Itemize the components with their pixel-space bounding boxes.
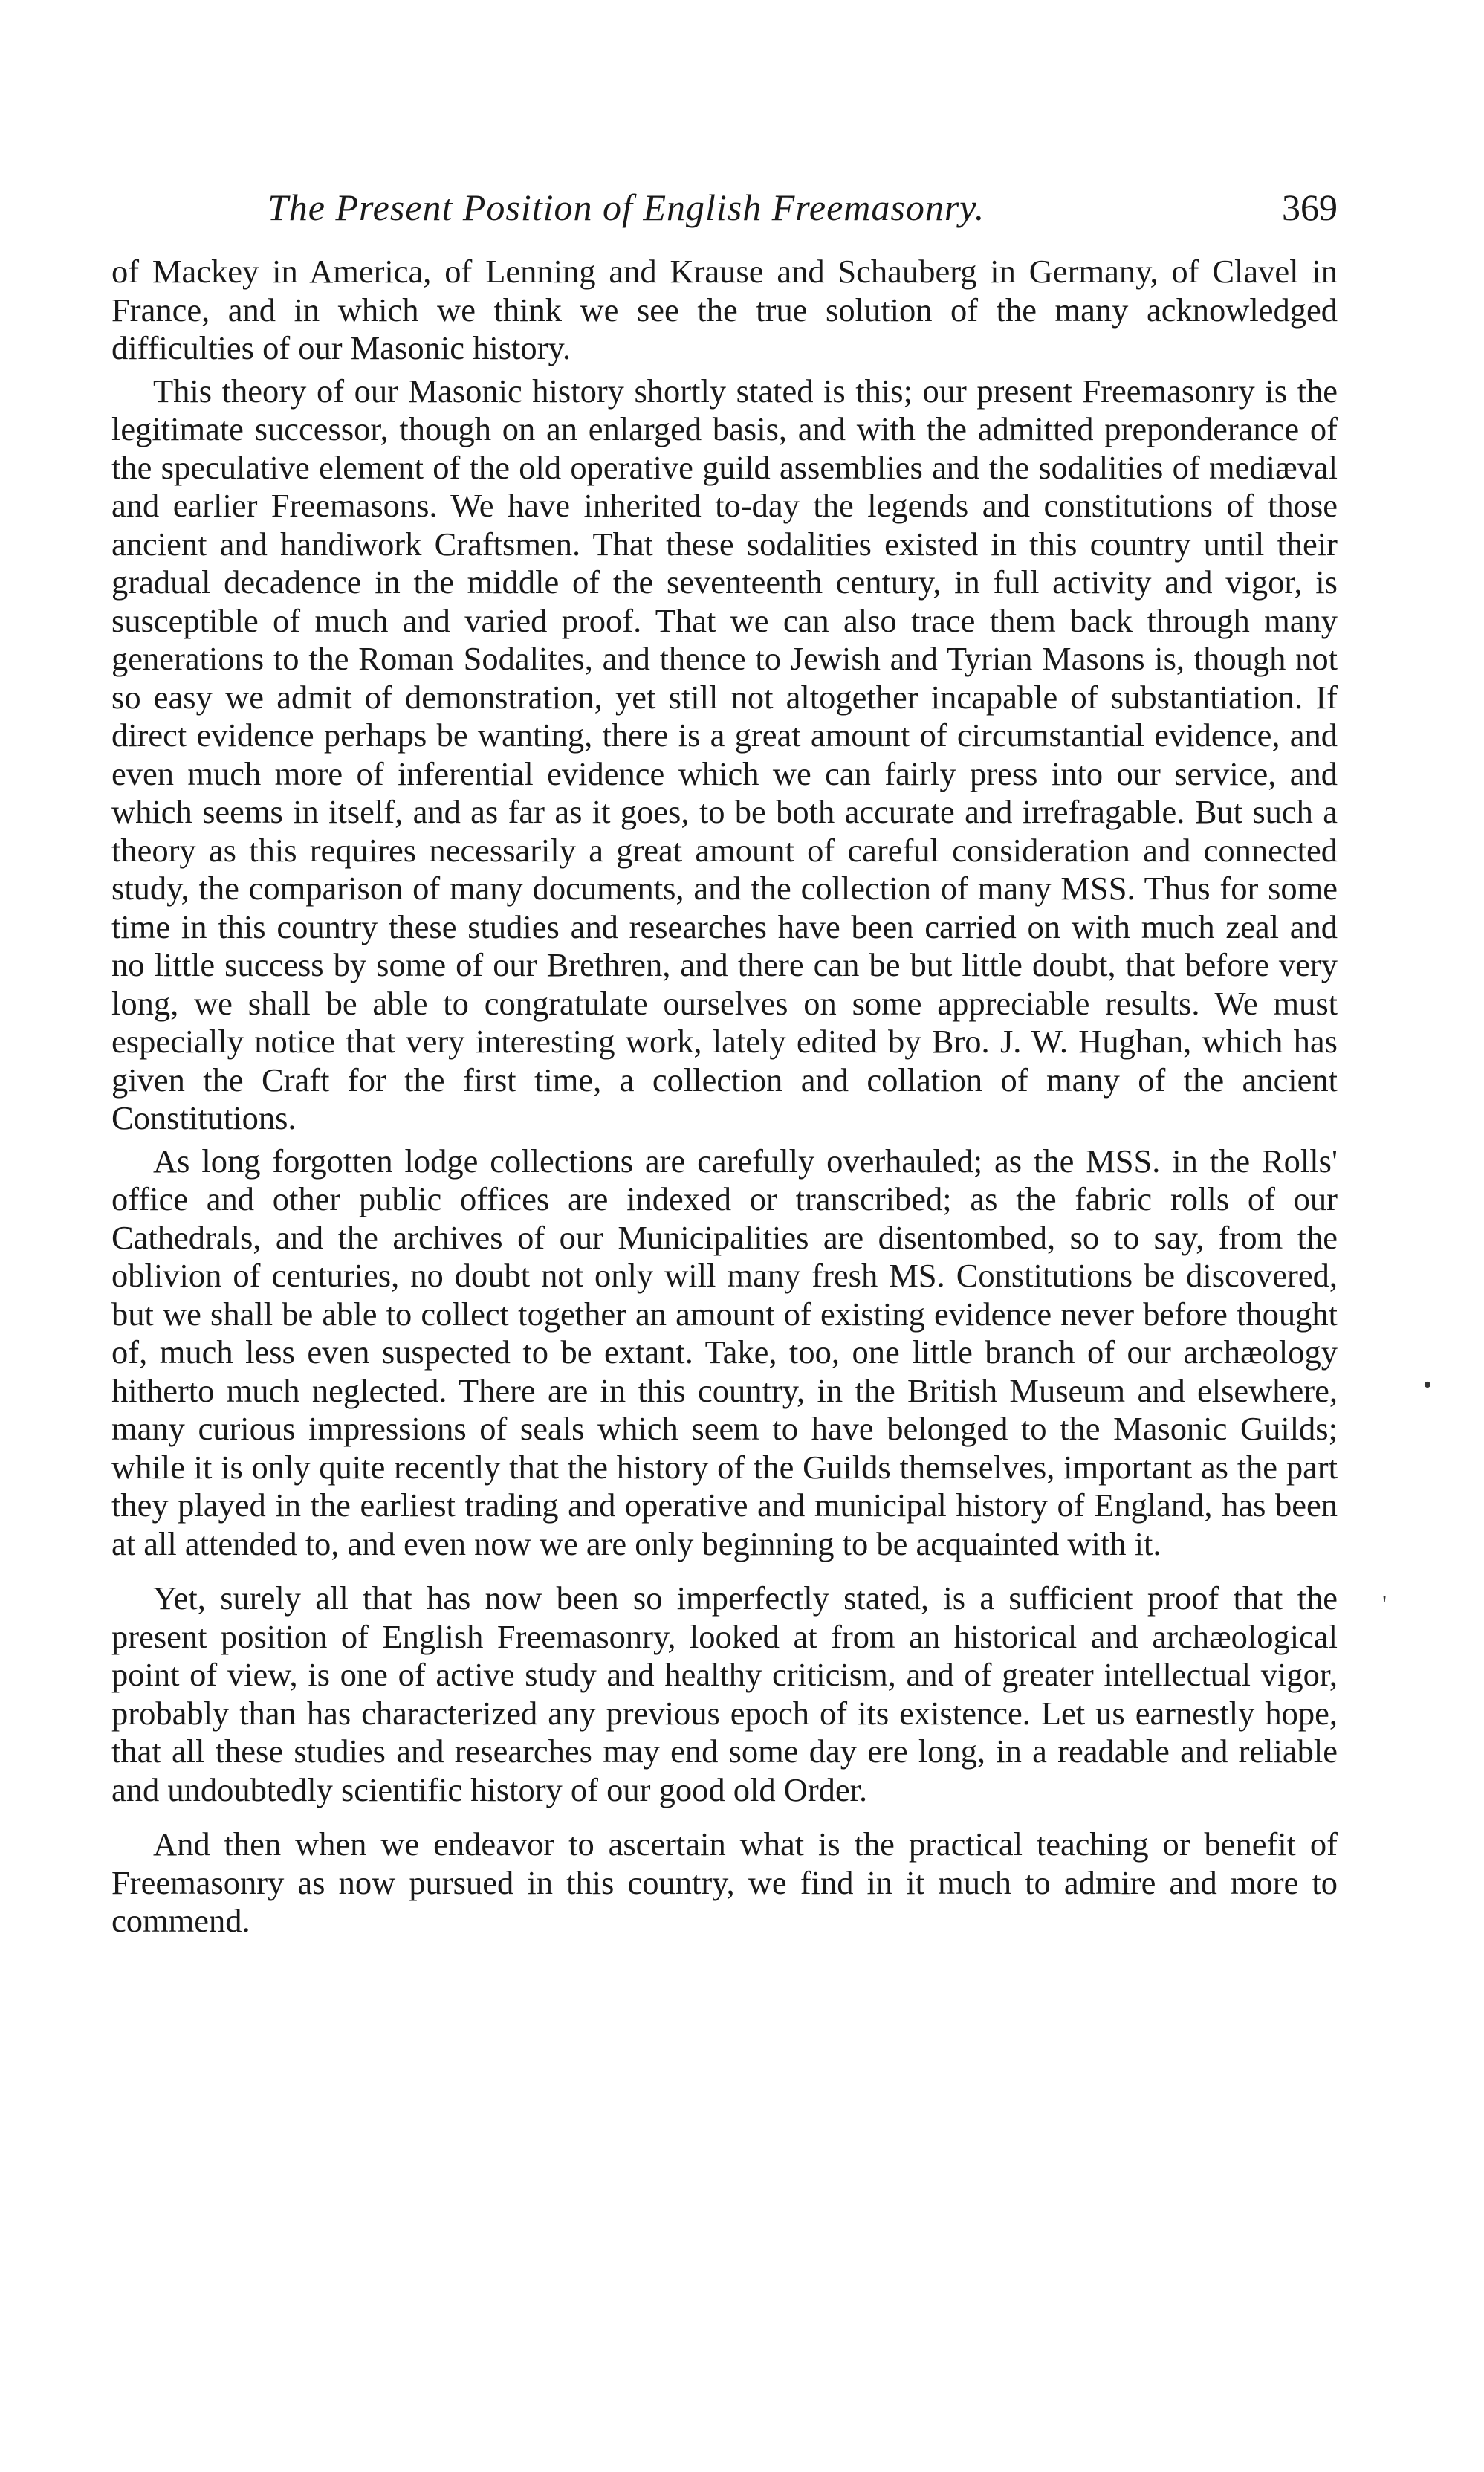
page-number: 369 [1282, 187, 1338, 228]
body-text [111, 253, 1338, 1941]
paragraph-2: This theory of our Masonic history shortly stated is this; our present Freemasonry is the legitimate successor, though on an enlarged basis, and with the admitted preponderance of the speculative element of the old operative guild assemblies and the sodalities of mediæval and earlier Freemasons. We have inherited to-day the legends and constitutions of those ancient and handiwork Craftsmen. That these sodalities existed in this country until their gradual decadence in the middle of the seventeenth century, in full activity and vigor, is susceptible of much and varied proof. That we can also trace them back through many generations to the Roman Sodalites, and thence to Jewish and Tyrian Masons is, though not so easy we admit of demonstration, yet still not altogether incapable of substantiation. If direct evidence perhaps be wanting, there is a great amount of circumstantial evidence, and even much more of inferential evidence which we can fairly press into our service, and which seems in itself, and as far as it goes, to be both accurate and irrefragable. But such a theory as this requires necessarily a great amount of careful consideration and connected study, the comparison of many documents, and the collection of many MSS. Thus for some time in this country these studies and researches have been carried on with much zeal and no little success by some of our Brethren, and there can be but little doubt, that before very long, we shall be able to congratulate ourselves on some appreciable results. We must especially notice that very interesting work, lately edited by Bro. J. W. Hughan, which has given the Craft for the first time, a collection and collation of many of the ancient Constitutions. [111, 372, 1338, 1136]
paragraph-4: Yet, surely all that has now been so imperfectly stated, is a sufficient proof that the present position of English Freemasonry, looked at from an historical and archæological point of view, is one of active study and healthy criticism, and of greater intellectual vigor, probably than has characterized any previous epoch of its existence. Let us earnestly hope, that all these studies and researches may end some day ere long, in a readable and reliable and undoubtedly scientific history of our good old Order. [111, 1579, 1338, 1808]
margin-dot-mark: • [1423, 1371, 1432, 1399]
paragraph-3: As long forgotten lodge collections are carefully overhauled; as the MSS. in the Rolls' office and other public offices are indexed or transcribed; as the fabric rolls of our Cathedrals, and the archives of our Municipalities are disentombed, so to say, from the oblivion of centuries, no doubt not only will many fresh MS. Constitutions be discovered, but we shall be able to collect together an amount of existing evidence never before thought of, much less even suspected to be extant. Take, too, one little branch of our archæology hitherto much neglected. There are in this country, in the British Museum and elsewhere, many curious impressions of seals which seem to have belonged to the Masonic Guilds; while it is only quite recently that the history of the Guilds themselves, important as the part they played in the earliest trading and operative and municipal history of England, has been at all attended to, and even now we are only beginning to be acquainted with it. [111, 1142, 1338, 1562]
margin-tick-mark: ' [1382, 1591, 1387, 1618]
running-title: The Present Position of English Freemasonry. [268, 187, 985, 228]
paragraph-1: of Mackey in America, of Lenning and Krause and Schauberg in Germany, of Clavel in France, and in which we think we see the true solution of the many acknowledged difficulties of our Masonic history. [111, 253, 1338, 366]
paragraph-5: And then when we endeavor to ascertain what is the practical teaching or benefit of Freemasonry as now pursued in this country, we find in it much to admire and more to commend. [111, 1825, 1338, 1939]
running-head [111, 186, 1338, 238]
